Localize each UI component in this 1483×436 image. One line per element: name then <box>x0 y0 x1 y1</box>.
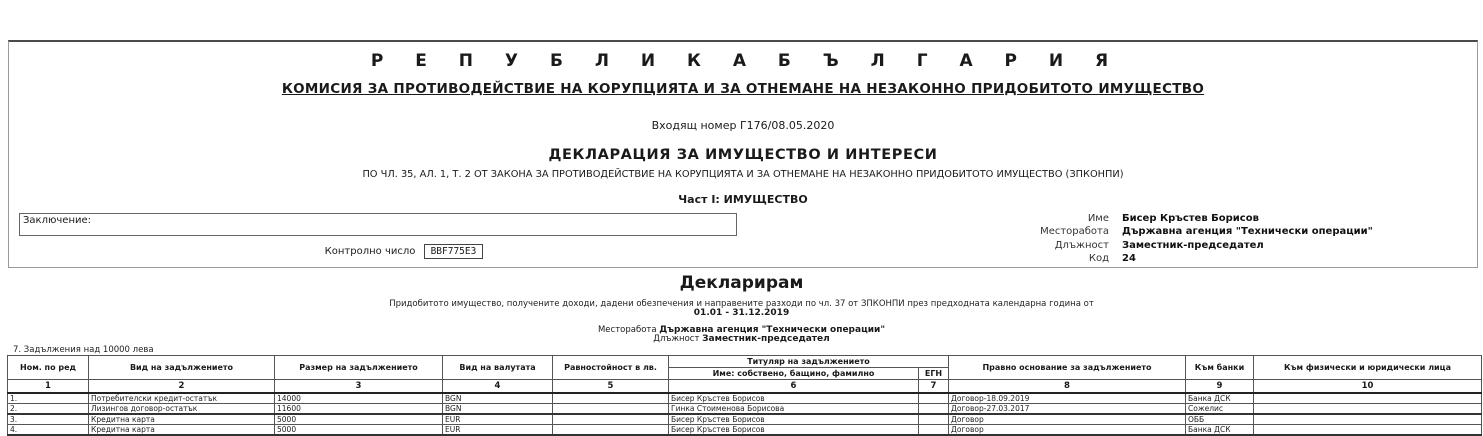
cell-size: 14000 <box>275 393 443 404</box>
workplace-value: Държавна агенция "Технически операции" <box>1122 226 1373 238</box>
workplace-label: Месторабота <box>1040 226 1109 238</box>
name-value: Бисер Кръстев Борисов <box>1122 213 1259 224</box>
code-value: 24 <box>1122 252 1136 264</box>
control-number-row <box>9 244 799 259</box>
cell-legal-basis: Договор <box>949 414 1186 425</box>
cell-holder-egn <box>919 404 949 415</box>
cell-equivalent <box>553 414 669 425</box>
entry-number: Входящ номер Г176/08.05.2020 <box>651 119 835 132</box>
cell-to-persons <box>1254 425 1482 436</box>
col-number: 8 <box>949 380 1186 394</box>
control-number-value: BBF775E3 <box>424 244 484 259</box>
declare-position-line <box>0 334 1483 344</box>
cell-size: 5000 <box>275 414 443 425</box>
col-number: 3 <box>275 380 443 394</box>
col-header-num: Ном. по ред <box>8 356 89 380</box>
debts-table <box>7 355 1482 436</box>
col-number: 10 <box>1254 380 1482 394</box>
cell-holder-egn <box>919 425 949 436</box>
cell-num: 3. <box>8 414 89 425</box>
col-header-size: Размер на задължението <box>275 356 443 380</box>
name-label: Име <box>1087 213 1109 224</box>
col-header-legal-basis: Правно основание за задължението <box>949 356 1186 380</box>
debts-table-body <box>8 393 1482 435</box>
cell-size: 11600 <box>275 404 443 415</box>
col-header-kind: Вид на задължението <box>89 356 275 380</box>
cell-holder-name: Бисер Кръстев Борисов <box>669 425 919 436</box>
table-row <box>8 425 1482 436</box>
cell-holder-name: Бисер Кръстев Борисов <box>669 414 919 425</box>
cell-equivalent <box>553 404 669 415</box>
col-number: 2 <box>89 380 275 394</box>
col-number: 6 <box>669 380 919 394</box>
col-header-holder-name: Име: собствено, бащино, фамилно <box>669 368 919 380</box>
cell-size: 5000 <box>275 425 443 436</box>
declaration-part: Част I: ИМУЩЕСТВО <box>678 193 808 206</box>
cell-holder-name: Гинка Стоименова Борисова <box>669 404 919 415</box>
cell-to-banks: ОББ <box>1186 414 1254 425</box>
declare-position-value: Заместник-председател <box>702 334 830 344</box>
col-header-holder-group: Титуляр на задължението <box>669 356 949 368</box>
conclusion-label: Заключение: <box>23 215 92 226</box>
cell-legal-basis: Договор <box>949 425 1186 436</box>
cell-equivalent <box>553 425 669 436</box>
cell-legal-basis: Договор-18.09.2019 <box>949 393 1186 404</box>
cell-to-banks: Банка ДСК <box>1186 425 1254 436</box>
declarant-info <box>997 213 1373 265</box>
table-row <box>8 414 1482 425</box>
col-header-equivalent: Равностойност в лв. <box>553 356 669 380</box>
cell-holder-egn <box>919 393 949 404</box>
declare-workplace-label: Месторабота <box>597 325 657 335</box>
col-header-currency: Вид на валутата <box>443 356 553 380</box>
declaration-title: ДЕКЛАРАЦИЯ ЗА ИМУЩЕСТВО И ИНТЕРЕСИ <box>548 147 938 163</box>
document-header-box <box>8 40 1478 268</box>
cell-kind: Потребителски кредит-остатък <box>89 393 275 404</box>
position-value: Заместник-председател <box>1122 239 1264 251</box>
position-label: Длъжност <box>1054 239 1109 251</box>
declare-workplace-value: Държавна агенция "Технически операции" <box>659 325 886 335</box>
control-number-label: Контролно число <box>324 246 416 257</box>
declare-paragraph: Придобитото имущество, получените доходи, дадени обезпечения и направените разходи по чл. 37 от ЗПКОНПИ през предходната календарна година от <box>389 299 1094 309</box>
conclusion-field[interactable] <box>19 213 737 236</box>
col-number: 5 <box>553 380 669 394</box>
cell-num: 2. <box>8 404 89 415</box>
col-header-to-persons: Към физически и юридически лица <box>1254 356 1482 380</box>
declaration-subtitle: ПО ЧЛ. 35, АЛ. 1, Т. 2 ОТ ЗАКОНА ЗА ПРОТИВОДЕЙСТВИЕ НА КОРУПЦИЯТА И ЗА ОТНЕМАНЕ НА НЕЗАКОННО ПРИДОБИТОТО ИМУЩЕСТВО (ЗПКОНПИ) <box>362 169 1124 180</box>
cell-to-banks: Сожелис <box>1186 404 1254 415</box>
cell-kind: Лизингов договор-остатък <box>89 404 275 415</box>
col-number: 9 <box>1186 380 1254 394</box>
col-header-holder-egn: ЕГН <box>919 368 949 380</box>
cell-to-banks: Банка ДСК <box>1186 393 1254 404</box>
declare-heading: Декларирам <box>679 273 804 293</box>
declare-period: 01.01 - 31.12.2019 <box>693 308 790 318</box>
code-label: Код <box>1088 252 1109 264</box>
table-row <box>8 393 1482 404</box>
cell-num: 4. <box>8 425 89 436</box>
col-number: 1 <box>8 380 89 394</box>
cell-holder-egn <box>919 414 949 425</box>
cell-to-persons <box>1254 414 1482 425</box>
cell-kind: Кредитна карта <box>89 425 275 436</box>
declare-position-label: Длъжност <box>653 334 700 344</box>
col-header-to-banks: Към банки <box>1186 356 1254 380</box>
cell-to-persons <box>1254 404 1482 415</box>
cell-currency: BGN <box>443 393 553 404</box>
table-row <box>8 404 1482 415</box>
cell-to-persons <box>1254 393 1482 404</box>
cell-currency: EUR <box>443 414 553 425</box>
section7-title: 7. Задължения над 10000 лева <box>13 345 154 355</box>
commission-title: КОМИСИЯ ЗА ПРОТИВОДЕЙСТВИЕ НА КОРУПЦИЯТА И ЗА ОТНЕМАНЕ НА НЕЗАКОННО ПРИДОБИТОТО ИМУЩЕСТВО <box>281 81 1205 97</box>
col-number: 7 <box>919 380 949 394</box>
cell-currency: BGN <box>443 404 553 415</box>
republic-title: Р Е П У Б Л И К А Б Ъ Л Г А Р И Я <box>370 51 1116 71</box>
cell-holder-name: Бисер Кръстев Борисов <box>669 393 919 404</box>
cell-currency: EUR <box>443 425 553 436</box>
cell-equivalent <box>553 393 669 404</box>
cell-num: 1. <box>8 393 89 404</box>
cell-kind: Кредитна карта <box>89 414 275 425</box>
col-number: 4 <box>443 380 553 394</box>
cell-legal-basis: Договор-27.03.2017 <box>949 404 1186 415</box>
